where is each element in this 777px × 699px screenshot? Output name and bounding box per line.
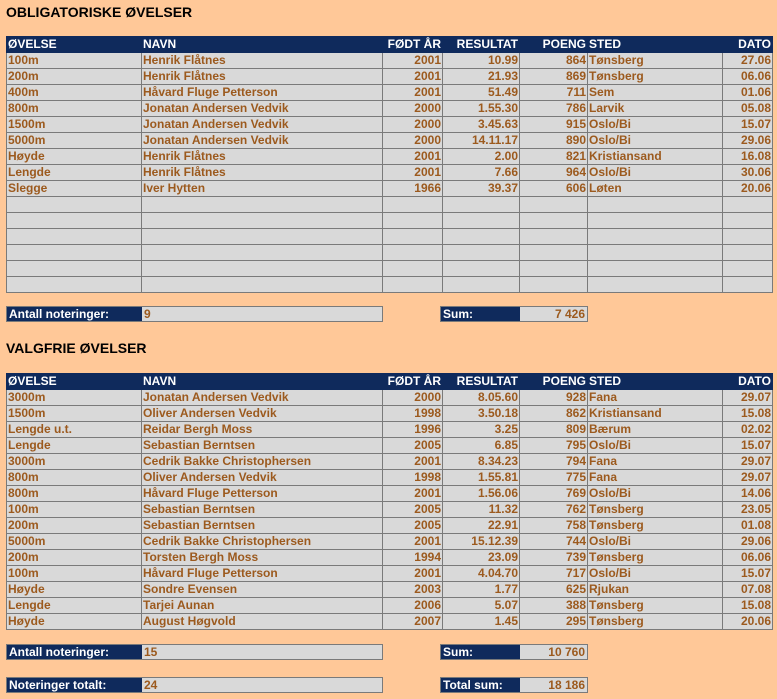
place-cell[interactable]: Tønsberg: [588, 598, 723, 614]
name-cell[interactable]: Oliver Andersen Vedvik: [142, 470, 383, 486]
table-row: [7, 582, 773, 598]
event-cell[interactable]: 3000m: [7, 454, 142, 470]
event-cell[interactable]: 5000m: [7, 133, 142, 149]
result-cell[interactable]: 3.25: [443, 422, 520, 438]
name-cell[interactable]: [142, 261, 383, 277]
result-cell[interactable]: 8.34.23: [443, 454, 520, 470]
points-cell[interactable]: 890: [520, 133, 588, 149]
place-cell[interactable]: Tønsberg: [588, 550, 723, 566]
table-row: [7, 197, 773, 213]
date-cell[interactable]: 01.08: [723, 518, 773, 534]
count-value[interactable]: 15: [142, 645, 382, 659]
date-cell[interactable]: 06.06: [723, 550, 773, 566]
event-cell[interactable]: 800m: [7, 470, 142, 486]
date-cell[interactable]: 16.08: [723, 149, 773, 165]
mandatory-sum-box: [440, 306, 588, 322]
date-cell[interactable]: 27.06: [723, 53, 773, 69]
birth-year-cell[interactable]: 2001: [383, 85, 443, 101]
place-cell[interactable]: Rjukan: [588, 582, 723, 598]
sum-label: Sum:: [441, 645, 520, 659]
place-cell[interactable]: Oslo/Bi: [588, 486, 723, 502]
result-cell[interactable]: [443, 245, 520, 261]
points-cell[interactable]: 821: [520, 149, 588, 165]
table-row: [7, 406, 773, 422]
col-header-points[interactable]: POENG: [520, 374, 588, 390]
points-cell[interactable]: [520, 261, 588, 277]
points-cell[interactable]: 769: [520, 486, 588, 502]
event-cell[interactable]: Høyde: [7, 582, 142, 598]
points-cell[interactable]: 739: [520, 550, 588, 566]
result-cell[interactable]: 1.55.81: [443, 470, 520, 486]
name-cell[interactable]: [142, 197, 383, 213]
name-cell[interactable]: Henrik Flåtnes: [142, 53, 383, 69]
points-cell[interactable]: 862: [520, 406, 588, 422]
name-cell[interactable]: Cedrik Bakke Christophersen: [142, 454, 383, 470]
table-row: [7, 261, 773, 277]
result-cell[interactable]: 5.07: [443, 598, 520, 614]
col-header-place[interactable]: STED: [588, 37, 723, 53]
date-cell[interactable]: 29.07: [723, 390, 773, 406]
result-cell[interactable]: 1.77: [443, 582, 520, 598]
points-cell[interactable]: 964: [520, 165, 588, 181]
birth-year-cell[interactable]: 2000: [383, 390, 443, 406]
birth-year-cell[interactable]: 2003: [383, 582, 443, 598]
date-cell[interactable]: [723, 229, 773, 245]
col-header-name[interactable]: NAVN: [142, 37, 383, 53]
place-cell[interactable]: Fana: [588, 390, 723, 406]
event-cell[interactable]: 3000m: [7, 390, 142, 406]
event-cell[interactable]: 5000m: [7, 534, 142, 550]
place-cell[interactable]: Oslo/Bi: [588, 165, 723, 181]
optional-sum-box: [440, 644, 588, 660]
name-cell[interactable]: Sondre Evensen: [142, 582, 383, 598]
name-cell[interactable]: Henrik Flåtnes: [142, 165, 383, 181]
points-cell[interactable]: [520, 245, 588, 261]
name-cell[interactable]: Sebastian Berntsen: [142, 438, 383, 454]
table-row: [7, 69, 773, 85]
sum-value[interactable]: 7 426: [520, 307, 587, 321]
table-row: [7, 422, 773, 438]
place-cell[interactable]: [588, 213, 723, 229]
birth-year-cell[interactable]: 2000: [383, 133, 443, 149]
date-cell[interactable]: 02.02: [723, 422, 773, 438]
points-cell[interactable]: 915: [520, 117, 588, 133]
place-cell[interactable]: Kristiansand: [588, 149, 723, 165]
date-cell[interactable]: 29.06: [723, 534, 773, 550]
result-cell[interactable]: 14.11.17: [443, 133, 520, 149]
points-cell[interactable]: 758: [520, 518, 588, 534]
event-cell[interactable]: 100m: [7, 53, 142, 69]
result-cell[interactable]: 1.55.30: [443, 101, 520, 117]
event-cell[interactable]: [7, 261, 142, 277]
place-cell[interactable]: Larvik: [588, 101, 723, 117]
result-cell[interactable]: 7.66: [443, 165, 520, 181]
total-sum-value[interactable]: 18 186: [520, 678, 587, 692]
result-cell[interactable]: 15.12.39: [443, 534, 520, 550]
optional-events-table: [6, 373, 773, 630]
place-cell[interactable]: Tønsberg: [588, 502, 723, 518]
name-cell[interactable]: Håvard Fluge Petterson: [142, 85, 383, 101]
date-cell[interactable]: 29.06: [723, 133, 773, 149]
result-cell[interactable]: [443, 261, 520, 277]
col-header-event[interactable]: ØVELSE: [7, 374, 142, 390]
birth-year-cell[interactable]: 1998: [383, 470, 443, 486]
date-cell[interactable]: 29.07: [723, 470, 773, 486]
date-cell[interactable]: [723, 261, 773, 277]
place-cell[interactable]: Sem: [588, 85, 723, 101]
table-row: [7, 229, 773, 245]
table-row: [7, 101, 773, 117]
date-cell[interactable]: 20.06: [723, 181, 773, 197]
place-cell[interactable]: Oslo/Bi: [588, 438, 723, 454]
place-cell[interactable]: Fana: [588, 454, 723, 470]
table-row: [7, 165, 773, 181]
table-row: [7, 454, 773, 470]
birth-year-cell[interactable]: 1998: [383, 406, 443, 422]
sum-value[interactable]: 10 760: [520, 645, 587, 659]
event-cell[interactable]: 200m: [7, 518, 142, 534]
birth-year-cell[interactable]: 2005: [383, 438, 443, 454]
table-row: [7, 85, 773, 101]
table-row: [7, 133, 773, 149]
event-cell[interactable]: 100m: [7, 502, 142, 518]
table-row: [7, 117, 773, 133]
table-row: [7, 534, 773, 550]
event-cell[interactable]: 200m: [7, 69, 142, 85]
name-cell[interactable]: Henrik Flåtnes: [142, 149, 383, 165]
col-header-result[interactable]: RESULTAT: [443, 374, 520, 390]
place-cell[interactable]: Kristiansand: [588, 406, 723, 422]
result-cell[interactable]: 22.91: [443, 518, 520, 534]
col-header-name[interactable]: NAVN: [142, 374, 383, 390]
birth-year-cell[interactable]: [383, 197, 443, 213]
total-count-value[interactable]: 24: [142, 678, 382, 692]
table-header-row: [7, 37, 773, 53]
result-cell[interactable]: 8.05.60: [443, 390, 520, 406]
result-cell[interactable]: 11.32: [443, 502, 520, 518]
optional-section-title: VALGFRIE ØVELSER: [6, 340, 147, 356]
date-cell[interactable]: 06.06: [723, 69, 773, 85]
event-cell[interactable]: 800m: [7, 486, 142, 502]
place-cell[interactable]: Oslo/Bi: [588, 534, 723, 550]
place-cell[interactable]: Tønsberg: [588, 69, 723, 85]
total-sum-box: [440, 677, 588, 693]
col-header-event[interactable]: ØVELSE: [7, 37, 142, 53]
place-cell[interactable]: Bærum: [588, 422, 723, 438]
date-cell[interactable]: 15.07: [723, 438, 773, 454]
date-cell[interactable]: 20.06: [723, 614, 773, 630]
birth-year-cell[interactable]: [383, 261, 443, 277]
birth-year-cell[interactable]: 2001: [383, 149, 443, 165]
name-cell[interactable]: Henrik Flåtnes: [142, 69, 383, 85]
table-row: [7, 598, 773, 614]
event-cell[interactable]: 1500m: [7, 406, 142, 422]
birth-year-cell[interactable]: 1996: [383, 422, 443, 438]
place-cell[interactable]: [588, 277, 723, 293]
points-cell[interactable]: [520, 213, 588, 229]
event-cell[interactable]: [7, 197, 142, 213]
date-cell[interactable]: [723, 277, 773, 293]
result-cell[interactable]: 51.49: [443, 85, 520, 101]
place-cell[interactable]: Tønsberg: [588, 53, 723, 69]
event-cell[interactable]: Lengde: [7, 438, 142, 454]
date-cell[interactable]: 07.08: [723, 582, 773, 598]
optional-count-box: [6, 644, 383, 660]
points-cell[interactable]: 864: [520, 53, 588, 69]
table-row: [7, 438, 773, 454]
event-cell[interactable]: 1500m: [7, 117, 142, 133]
name-cell[interactable]: Cedrik Bakke Christophersen: [142, 534, 383, 550]
place-cell[interactable]: Løten: [588, 181, 723, 197]
birth-year-cell[interactable]: 2007: [383, 614, 443, 630]
birth-year-cell[interactable]: 1994: [383, 550, 443, 566]
place-cell[interactable]: Oslo/Bi: [588, 566, 723, 582]
place-cell[interactable]: Fana: [588, 470, 723, 486]
birth-year-cell[interactable]: 2001: [383, 454, 443, 470]
col-header-result[interactable]: RESULTAT: [443, 37, 520, 53]
event-cell[interactable]: Slegge: [7, 181, 142, 197]
count-label: Antall noteringer:: [7, 307, 142, 321]
name-cell[interactable]: Tarjei Aunan: [142, 598, 383, 614]
birth-year-cell[interactable]: [383, 213, 443, 229]
result-cell[interactable]: 21.93: [443, 69, 520, 85]
birth-year-cell[interactable]: 2005: [383, 502, 443, 518]
table-row: [7, 213, 773, 229]
points-cell[interactable]: [520, 277, 588, 293]
points-cell[interactable]: 295: [520, 614, 588, 630]
date-cell[interactable]: 01.06: [723, 85, 773, 101]
col-header-place[interactable]: STED: [588, 374, 723, 390]
event-cell[interactable]: Lengde: [7, 165, 142, 181]
table-row: [7, 149, 773, 165]
event-cell[interactable]: 800m: [7, 101, 142, 117]
date-cell[interactable]: [723, 213, 773, 229]
name-cell[interactable]: Jonatan Andersen Vedvik: [142, 133, 383, 149]
points-cell[interactable]: 795: [520, 438, 588, 454]
name-cell[interactable]: Oliver Andersen Vedvik: [142, 406, 383, 422]
table-row: [7, 245, 773, 261]
result-cell[interactable]: 23.09: [443, 550, 520, 566]
birth-year-cell[interactable]: 2001: [383, 486, 443, 502]
result-cell[interactable]: 2.00: [443, 149, 520, 165]
name-cell[interactable]: [142, 245, 383, 261]
birth-year-cell[interactable]: 2000: [383, 101, 443, 117]
points-cell[interactable]: 786: [520, 101, 588, 117]
table-row: [7, 518, 773, 534]
birth-year-cell[interactable]: 2001: [383, 69, 443, 85]
result-cell[interactable]: 3.45.63: [443, 117, 520, 133]
date-cell[interactable]: [723, 197, 773, 213]
points-cell[interactable]: 775: [520, 470, 588, 486]
date-cell[interactable]: 15.07: [723, 117, 773, 133]
table-row: [7, 614, 773, 630]
name-cell[interactable]: Håvard Fluge Petterson: [142, 486, 383, 502]
table-header-row: [7, 374, 773, 390]
total-sum-label: Total sum:: [441, 678, 520, 692]
result-cell[interactable]: [443, 197, 520, 213]
place-cell[interactable]: Tønsberg: [588, 614, 723, 630]
birth-year-cell[interactable]: 2001: [383, 53, 443, 69]
col-header-birth-year[interactable]: FØDT ÅR: [383, 37, 443, 53]
points-cell[interactable]: 794: [520, 454, 588, 470]
points-cell[interactable]: 744: [520, 534, 588, 550]
birth-year-cell[interactable]: 1966: [383, 181, 443, 197]
date-cell[interactable]: 15.08: [723, 598, 773, 614]
birth-year-cell[interactable]: 2001: [383, 534, 443, 550]
result-cell[interactable]: 1.56.06: [443, 486, 520, 502]
total-count-box: [6, 677, 383, 693]
table-row: [7, 470, 773, 486]
event-cell[interactable]: Høyde: [7, 614, 142, 630]
name-cell[interactable]: Jonatan Andersen Vedvik: [142, 390, 383, 406]
points-cell[interactable]: [520, 197, 588, 213]
result-cell[interactable]: 4.04.70: [443, 566, 520, 582]
place-cell[interactable]: [588, 197, 723, 213]
place-cell[interactable]: [588, 245, 723, 261]
points-cell[interactable]: 869: [520, 69, 588, 85]
points-cell[interactable]: 388: [520, 598, 588, 614]
result-cell[interactable]: 6.85: [443, 438, 520, 454]
date-cell[interactable]: 05.08: [723, 101, 773, 117]
result-cell[interactable]: 3.50.18: [443, 406, 520, 422]
event-cell[interactable]: [7, 229, 142, 245]
result-cell[interactable]: 10.99: [443, 53, 520, 69]
mandatory-section-title: OBLIGATORISKE ØVELSER: [6, 4, 193, 20]
points-cell[interactable]: 711: [520, 85, 588, 101]
count-label: Antall noteringer:: [7, 645, 142, 659]
event-cell[interactable]: 100m: [7, 566, 142, 582]
name-cell[interactable]: Sebastian Berntsen: [142, 502, 383, 518]
table-row: [7, 53, 773, 69]
event-cell[interactable]: [7, 213, 142, 229]
table-row: [7, 550, 773, 566]
event-cell[interactable]: Lengde u.t.: [7, 422, 142, 438]
mandatory-events-table: [6, 36, 773, 293]
col-header-date[interactable]: DATO: [723, 37, 773, 53]
count-value[interactable]: 9: [142, 307, 382, 321]
event-cell[interactable]: Lengde: [7, 598, 142, 614]
event-cell[interactable]: 400m: [7, 85, 142, 101]
points-cell[interactable]: 762: [520, 502, 588, 518]
date-cell[interactable]: [723, 245, 773, 261]
name-cell[interactable]: Iver Hytten: [142, 181, 383, 197]
table-row: [7, 566, 773, 582]
event-cell[interactable]: Høyde: [7, 149, 142, 165]
name-cell[interactable]: [142, 213, 383, 229]
mandatory-count-box: [6, 306, 383, 322]
table-row: [7, 181, 773, 197]
name-cell[interactable]: [142, 229, 383, 245]
event-cell[interactable]: [7, 277, 142, 293]
table-row: [7, 486, 773, 502]
points-cell[interactable]: 717: [520, 566, 588, 582]
points-cell[interactable]: 809: [520, 422, 588, 438]
points-cell[interactable]: 606: [520, 181, 588, 197]
name-cell[interactable]: Reidar Bergh Moss: [142, 422, 383, 438]
date-cell[interactable]: 29.07: [723, 454, 773, 470]
birth-year-cell[interactable]: 2006: [383, 598, 443, 614]
table-row: [7, 277, 773, 293]
event-cell[interactable]: [7, 245, 142, 261]
table-row: [7, 502, 773, 518]
col-header-birth-year[interactable]: FØDT ÅR: [383, 374, 443, 390]
birth-year-cell[interactable]: [383, 229, 443, 245]
birth-year-cell[interactable]: 2001: [383, 165, 443, 181]
date-cell[interactable]: 14.06: [723, 486, 773, 502]
name-cell[interactable]: Håvard Fluge Petterson: [142, 566, 383, 582]
place-cell[interactable]: Tønsberg: [588, 518, 723, 534]
name-cell[interactable]: Sebastian Berntsen: [142, 518, 383, 534]
result-cell[interactable]: 1.45: [443, 614, 520, 630]
birth-year-cell[interactable]: [383, 277, 443, 293]
place-cell[interactable]: [588, 229, 723, 245]
place-cell[interactable]: [588, 261, 723, 277]
points-cell[interactable]: 928: [520, 390, 588, 406]
date-cell[interactable]: 23.05: [723, 502, 773, 518]
name-cell[interactable]: Torsten Bergh Moss: [142, 550, 383, 566]
table-row: [7, 390, 773, 406]
total-count-label: Noteringer totalt:: [7, 678, 142, 692]
col-header-date[interactable]: DATO: [723, 374, 773, 390]
name-cell[interactable]: [142, 277, 383, 293]
place-cell[interactable]: Oslo/Bi: [588, 133, 723, 149]
points-cell[interactable]: [520, 229, 588, 245]
birth-year-cell[interactable]: [383, 245, 443, 261]
name-cell[interactable]: Jonatan Andersen Vedvik: [142, 117, 383, 133]
result-cell[interactable]: [443, 229, 520, 245]
birth-year-cell[interactable]: 2000: [383, 117, 443, 133]
date-cell[interactable]: 30.06: [723, 165, 773, 181]
name-cell[interactable]: Jonatan Andersen Vedvik: [142, 101, 383, 117]
sum-label: Sum:: [441, 307, 520, 321]
birth-year-cell[interactable]: 2001: [383, 566, 443, 582]
col-header-points[interactable]: POENG: [520, 37, 588, 53]
name-cell[interactable]: August Høgvold: [142, 614, 383, 630]
result-cell[interactable]: [443, 213, 520, 229]
date-cell[interactable]: 15.08: [723, 406, 773, 422]
result-cell[interactable]: 39.37: [443, 181, 520, 197]
event-cell[interactable]: 200m: [7, 550, 142, 566]
birth-year-cell[interactable]: 2005: [383, 518, 443, 534]
points-cell[interactable]: 625: [520, 582, 588, 598]
result-cell[interactable]: [443, 277, 520, 293]
date-cell[interactable]: 15.07: [723, 566, 773, 582]
place-cell[interactable]: Oslo/Bi: [588, 117, 723, 133]
